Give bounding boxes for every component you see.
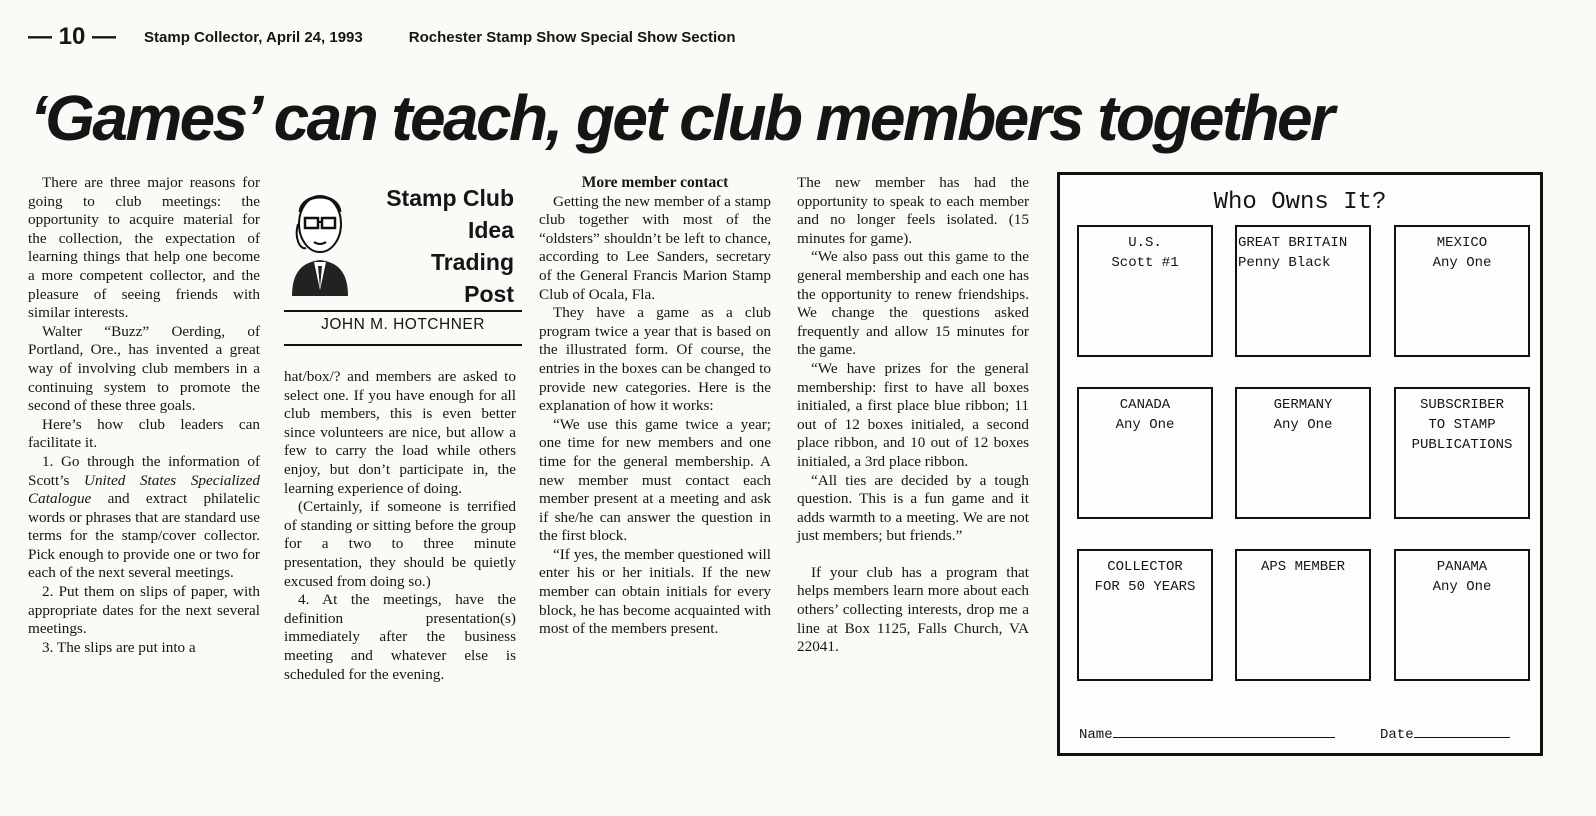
cell-text: APS MEMBER: [1260, 559, 1345, 575]
form-cell: [1394, 225, 1530, 357]
column-title-line: Trading: [430, 249, 514, 275]
date-label: Date: [1380, 727, 1414, 743]
paragraph: 4. At the meetings, have the definition presentation(s) immediately after the business meeting and whatever else is scheduled for the evening.: [284, 591, 516, 683]
cell-text: PANAMA: [1436, 559, 1488, 575]
form-title: Who Owns It?: [1213, 189, 1387, 216]
article-column-3: [539, 174, 771, 639]
article-column-4: [797, 174, 1029, 657]
cell-text: Any One: [1432, 255, 1492, 271]
cell-text: MEXICO: [1436, 235, 1488, 251]
cell-text: GERMANY: [1273, 397, 1333, 413]
name-blank: [1113, 723, 1335, 738]
article-column-1: [28, 174, 260, 657]
author-byline: JOHN M. HOTCHNER: [321, 316, 485, 333]
author-portrait: [284, 178, 356, 298]
paragraph: Here’s how club leaders can facilitate it.: [28, 415, 260, 452]
paragraph: “All ties are decided by a tough question. This is a fun game and it adds warmth to a meeting. We are not just members; but friends.”: [797, 471, 1029, 545]
section-title: Rochester Stamp Show Special Show Section: [408, 28, 736, 46]
cell-text: FOR 50 YEARS: [1094, 579, 1196, 595]
form-cell: [1077, 387, 1213, 519]
paragraph-text: and extract philatelic words or phrases that are standard use terms for the stamp/cover collector. Pick enough to provide one or two for each of the next several meetings.: [28, 490, 260, 582]
catalogue-title: United States Specialized Catalogue: [28, 471, 261, 508]
paragraph: “If yes, the member questioned will enter his or her initials. If the new member can obtain initials for every block, he has become acquainted with most of the members present.: [539, 545, 771, 638]
paragraph: There are three major reasons for going to club meetings: the opportunity to acquire material for the collection, the expectation of learning things that help one become a more competent collector, and the pleasure of seeing friends with similar interests.: [28, 174, 260, 322]
form-cell: [1077, 549, 1213, 681]
name-field: [1079, 723, 1335, 743]
cell-text: TO STAMP: [1428, 417, 1496, 433]
headline: ‘Games’ can teach, get club members together: [30, 82, 1333, 154]
cell-text: COLLECTOR: [1107, 559, 1183, 575]
form-cell: [1394, 387, 1530, 519]
paragraph: “We have prizes for the general membership: first to have all boxes initialed, a first place blue ribbon; 11 out of 12 boxes initialed, a second place ribbon, and 10 out of 12 boxes initialed, a 3rd place ribbon.: [797, 359, 1029, 470]
paragraph: If your club has a program that helps members learn more about each others’ collecting interests, drop me a line at Box 1125, Falls Church, VA 22041.: [797, 563, 1029, 656]
paragraph: hat/box/? and members are asked to select one. If you have enough for all club members, this is even better since volunteers are nice, but allow a few to carry the load while others enjoy, but don’t participate in, the learning experience of doing.: [284, 368, 516, 497]
paragraph: (Certainly, if someone is terrified of standing or sitting before the group for a two to three minute presentation, they should be quietly excused from doing so.): [284, 498, 516, 590]
paragraph: 2. Put them on slips of paper, with appropriate dates for the next several meetings.: [28, 583, 260, 638]
cell-text: Any One: [1432, 579, 1492, 595]
cell-text: CANADA: [1119, 397, 1171, 413]
column-title-line: Stamp Club: [386, 185, 514, 211]
column-title-line: Post: [464, 281, 514, 307]
paragraph: Getting the new member of a stamp club together with most of the “oldsters” shouldn’t be left to chance, according to Lee Sanders, secretary of the General Francis Marion Stamp Club of Ocala, Fla.: [539, 192, 771, 303]
cell-text: PUBLICATIONS: [1411, 437, 1513, 453]
paragraph: Walter “Buzz” Oerding, of Portland, Ore., has invented a great way of involving club members in a continuing system to promote the second of these three goals.: [28, 322, 260, 415]
date-field: [1380, 723, 1510, 743]
form-cell: [1235, 225, 1371, 357]
subheading: More member contact: [581, 174, 729, 191]
paragraph: “We also pass out this game to the general membership and each one has the opportunity to renew friendships. We change the questions asked frequently and allow 15 minutes for the game.: [797, 248, 1029, 359]
cell-text: Scott #1: [1111, 255, 1179, 271]
column-logo: [284, 174, 522, 350]
who-owns-it-form: [1057, 172, 1543, 756]
paragraph: The new member has had the opportunity to speak to each member and no longer feels isolated. (15 minutes for game).: [797, 174, 1029, 247]
paragraph-text: 1. Go through the information of Scott’s: [28, 452, 260, 489]
name-label: Name: [1079, 727, 1113, 743]
paragraph: “We use this game twice a year; one time for new members and one time for the general membership. A new member must contact each member present at a meeting and ask if she/he can answer the question in the first block.: [539, 415, 771, 545]
cell-text: SUBSCRIBER: [1419, 397, 1504, 413]
paragraph: 3. The slips are put into a: [42, 638, 196, 656]
paragraph: They have a game as a club program twice a year that is based on the illustrated form. Of course, the entries in the boxes can be changed to provide new categories. Here is the explanation of how it works:: [539, 304, 771, 415]
cell-text: GREAT BRITAIN: [1238, 235, 1348, 251]
column-title: [354, 182, 514, 310]
cell-text: Any One: [1273, 417, 1333, 433]
form-cell: [1077, 225, 1213, 357]
form-cell: [1235, 549, 1371, 681]
divider: [284, 344, 522, 346]
date-blank: [1414, 723, 1510, 738]
masthead: [28, 22, 1566, 52]
cell-text: U.S.: [1128, 235, 1162, 251]
column-title-line: Idea: [467, 217, 514, 243]
publication-date: Stamp Collector, April 24, 1993: [144, 28, 363, 46]
page-number: — 10 —: [28, 23, 117, 50]
divider: [284, 310, 522, 312]
cell-text: Any One: [1115, 417, 1175, 433]
form-cell: [1235, 387, 1371, 519]
paragraph: [28, 453, 260, 583]
cell-text: Penny Black: [1238, 255, 1331, 271]
article-column-2: [284, 368, 516, 684]
form-cell: [1394, 549, 1530, 681]
